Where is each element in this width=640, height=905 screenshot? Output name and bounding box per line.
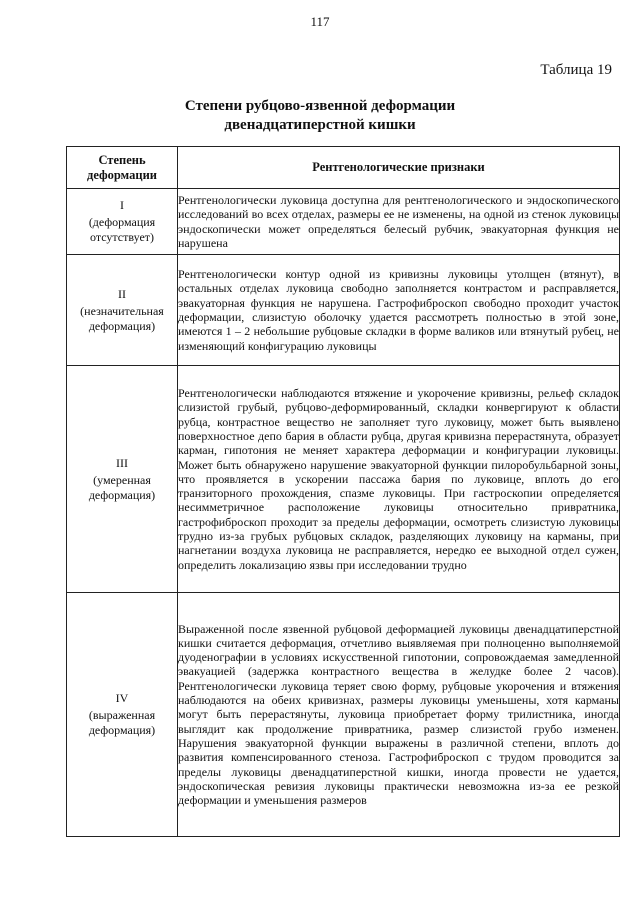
degree-roman: III bbox=[116, 455, 128, 470]
signs-cell: Рентгенологически наблюдаются втяжение и укорочение кривизны, рельеф складок слизистой грубый, рубцово-деформированный, складки конвергируют к области рубца, контрастное вещество не заполняет туго луковицу, может быть выявлено поверхностное депо бария в области рубца, другая кривизна перерастянута, образует карман, гипотония не меняет характера деформации и конфигурации луковицы. Может быть обнаружено нарушение эвакуаторной функции пилоробульбарной зоны, что проявляется в ускорении пассажа бария по луковице, вплоть до его транзиторного прохождения, спазме луковицы. При гастроскопии определяется несимметричное расположение луковицы относительно привратника, гастрофиброскоп проходит за пределы деформации, осмотреть слизистую луковицы трудно из-за грубых рубцовых складок, разделяющих луковицу на карманы, при нагнетании воздуха луковица не расправляется, нередко ее выходной отдел сужен, определить локализацию язвы при исследовании трудно bbox=[178, 366, 620, 593]
signs-cell: Рентгенологически контур одной из кривизны луковицы утолщен (втянут), в остальных отделах луковица свободно заполняется контрастом и расправляется, эвакуаторная функция не нарушена. Гастрофиброскоп свободно проходит участок деформации, слизистую оболочку удается рассмотреть полностью в этой зоне, имеются 1 – 2 небольшие рубцовые складки в форме валиков или втянутый рубец, не изменяющий конфигурацию луковицы bbox=[178, 255, 620, 366]
degree-roman: II bbox=[118, 286, 126, 301]
degree-name: (выраженная деформация) bbox=[88, 708, 156, 737]
header-signs: Рентгенологические признаки bbox=[178, 147, 620, 189]
header-degree: Степень деформации bbox=[67, 147, 178, 189]
table-row bbox=[67, 189, 620, 255]
degree-roman: IV bbox=[115, 691, 129, 705]
table-row bbox=[67, 366, 620, 593]
table-title bbox=[0, 97, 640, 135]
degree-name: (незначительная деформация) bbox=[80, 303, 164, 333]
table-header-row bbox=[67, 147, 620, 189]
degree-roman: I bbox=[120, 198, 124, 212]
signs-cell: Выраженной после язвенной рубцовой деформацией луковицы двенадцатиперстной кишки считается деформация, отчетливо выявляемая при полноценно выполняемой дуоденографии в условиях искусственной гипотонии, сопровождаемая замедленной эвакуацией (задержка контрастного вещества в желудке более 2 часов). Рентгенологически луковица теряет свою форму, рубцовые укорочения и втяжения наблюдаются на обеих кривизнах, размеры луковицы уменьшены, хотя карманы могут быть перерастянуты, луковица приобретает форму трилистника, иногда выглядит как продолжение привратника, размер слизистой грубо изменен. Нарушения эвакуаторной функции выражены в различной степени, вплоть до развития компенсированного стеноза. Гастрофиброскоп с трудом проводится за пределы луковицы двенадцатиперстной кишки, иногда провести не удается, эндоскопическая ревизия луковицы практически невозможна из-за ее резкой деформации и уменьшения размеров bbox=[178, 593, 620, 837]
table-label: Таблица 19 bbox=[540, 62, 612, 78]
title-line-2: двенадцатиперстной кишки bbox=[224, 117, 416, 133]
table-row bbox=[67, 255, 620, 366]
degree-cell bbox=[67, 189, 178, 255]
degree-cell bbox=[67, 593, 178, 837]
degree-cell bbox=[67, 366, 178, 593]
title-line-1: Степени рубцово-язвенной деформации bbox=[184, 98, 456, 114]
deformation-table bbox=[66, 146, 620, 837]
table-row bbox=[67, 593, 620, 837]
signs-cell: Рентгенологически луковица доступна для рентгенологического и эндоскопического исследований во всех отделах, размеры ее не изменены, на одной из стенок луковицы эндоскопически может определяться белесый рубчик, эвакуаторная функция не нарушена bbox=[178, 189, 620, 255]
degree-name: (деформация отсутствует) bbox=[88, 215, 156, 244]
page-number: 117 bbox=[310, 14, 330, 29]
degree-name: (умеренная деформация) bbox=[88, 472, 156, 502]
degree-cell bbox=[67, 255, 178, 366]
